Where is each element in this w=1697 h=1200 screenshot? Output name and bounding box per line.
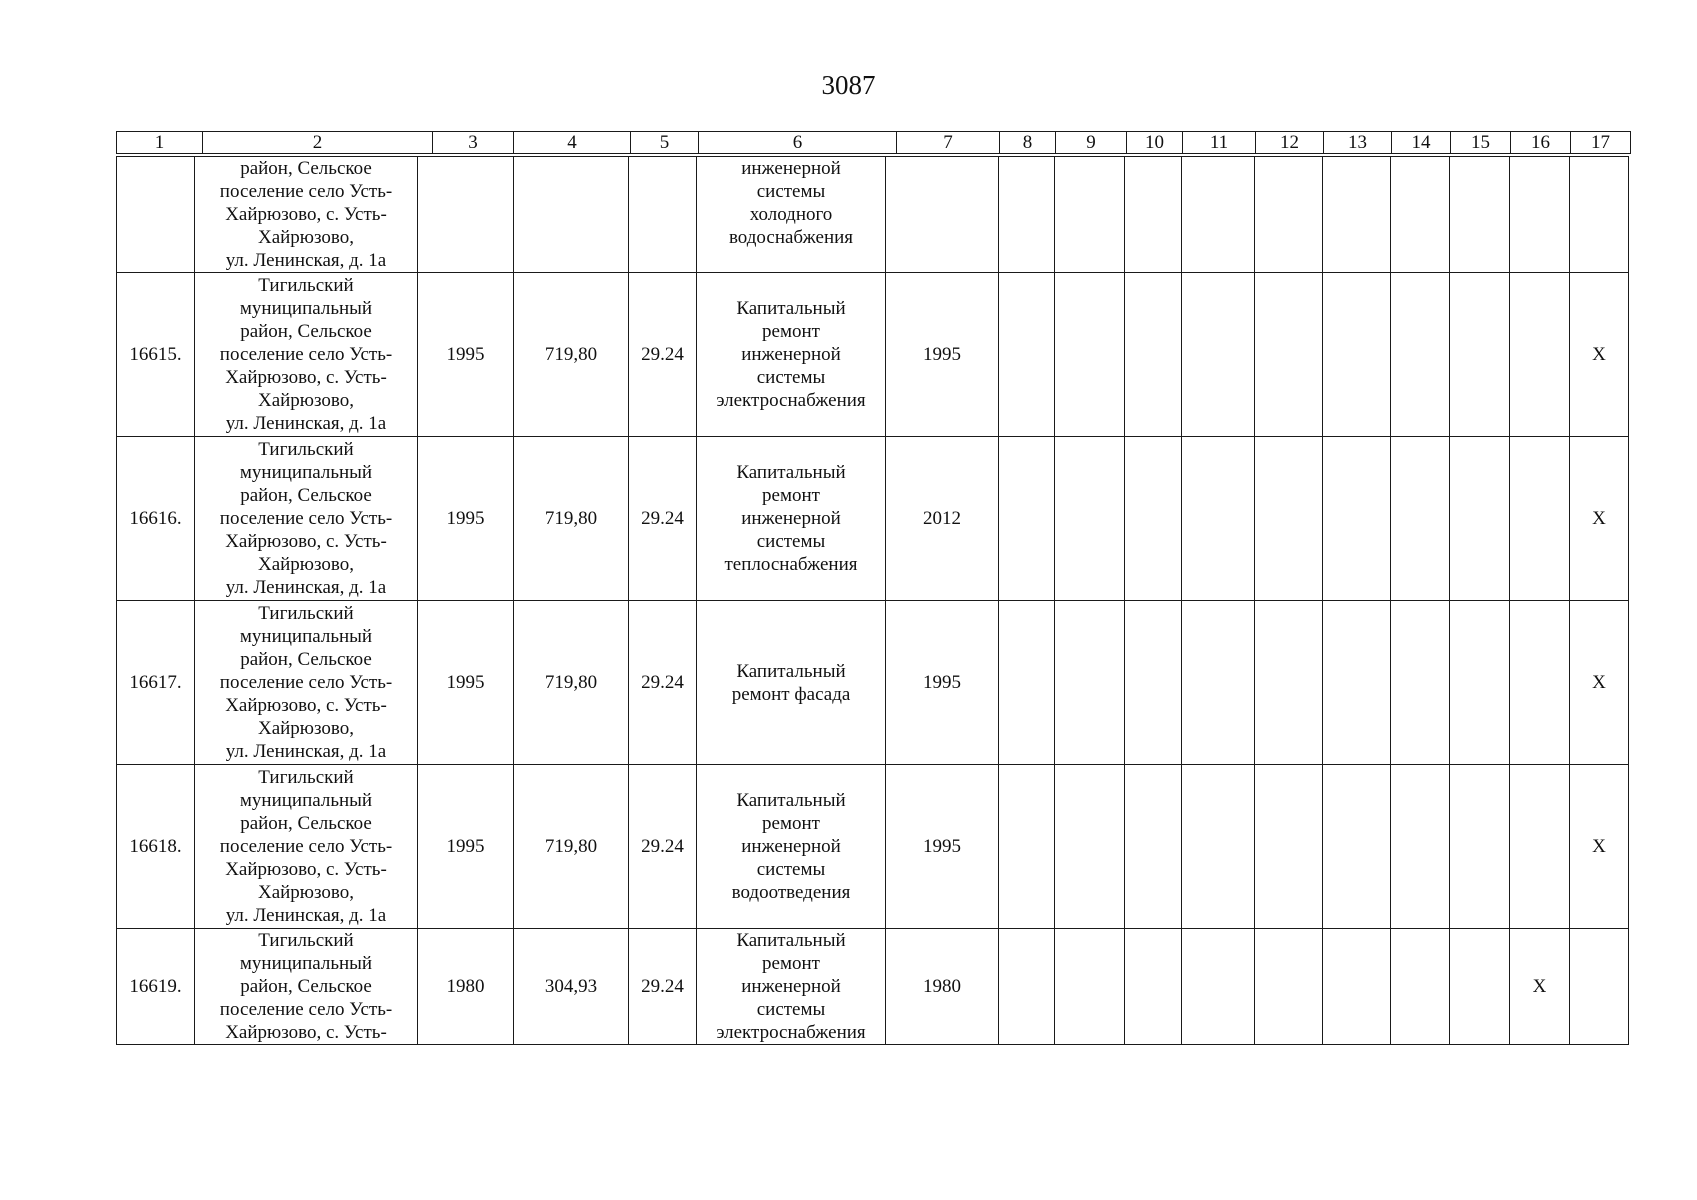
work-cell	[697, 157, 886, 273]
build-year: 1995	[418, 437, 514, 601]
build-year: 1980	[418, 929, 514, 1045]
work-text: Капитальный ремонт инженерной системы водоотведения	[731, 790, 851, 903]
build-year	[418, 157, 514, 273]
empty-cell	[1450, 157, 1510, 273]
area-value: 719,80	[514, 273, 629, 437]
mark-col17	[1570, 157, 1629, 273]
empty-cell	[1055, 273, 1125, 437]
empty-cell	[1391, 437, 1450, 601]
work-year: 1980	[886, 929, 999, 1045]
work-year: 1995	[886, 601, 999, 765]
area-value: 719,80	[514, 765, 629, 929]
empty-cell	[1323, 437, 1391, 601]
empty-cell	[1182, 273, 1255, 437]
empty-cell	[999, 273, 1055, 437]
empty-cell	[1182, 929, 1255, 1045]
empty-cell	[1182, 765, 1255, 929]
column-header: 5	[631, 132, 699, 154]
empty-cell	[1450, 601, 1510, 765]
column-header: 15	[1451, 132, 1511, 154]
address-cell	[195, 601, 418, 765]
column-header: 4	[514, 132, 631, 154]
work-year: 2012	[886, 437, 999, 601]
mark-col16	[1510, 601, 1570, 765]
address-text: Тигильский муниципальный район, Сельское поселение село Усть- Хайрюзово, с. Усть- Хайрюзово, ул. Ленинская, д. 1а	[219, 275, 393, 434]
column-header-table	[116, 131, 1631, 154]
column-header: 8	[1000, 132, 1056, 154]
empty-cell	[1323, 601, 1391, 765]
empty-cell	[1125, 437, 1182, 601]
code-value: 29.24	[629, 929, 697, 1045]
mark-col16	[1510, 157, 1570, 273]
mark-col17: X	[1570, 273, 1629, 437]
empty-cell	[1125, 601, 1182, 765]
column-header-row	[117, 132, 1631, 154]
row-number: 16619.	[117, 929, 195, 1045]
empty-cell	[1450, 929, 1510, 1045]
area-value: 304,93	[514, 929, 629, 1045]
table-row	[117, 157, 1629, 273]
empty-cell	[1182, 157, 1255, 273]
table-row	[117, 273, 1629, 437]
empty-cell	[1391, 273, 1450, 437]
empty-cell	[1450, 765, 1510, 929]
build-year: 1995	[418, 601, 514, 765]
empty-cell	[1125, 765, 1182, 929]
empty-cell	[1255, 929, 1323, 1045]
empty-cell	[1255, 157, 1323, 273]
work-text: инженерной системы холодного водоснабжения	[728, 158, 854, 248]
build-year: 1995	[418, 765, 514, 929]
empty-cell	[1323, 157, 1391, 273]
code-value: 29.24	[629, 765, 697, 929]
table-row	[117, 437, 1629, 601]
address-text: Тигильский муниципальный район, Сельское поселение село Усть- Хайрюзово, с. Усть- Хайрюзово, ул. Ленинская, д. 1а	[219, 439, 393, 598]
address-cell	[195, 929, 418, 1045]
column-header: 9	[1056, 132, 1127, 154]
mark-col16	[1510, 437, 1570, 601]
empty-cell	[1125, 929, 1182, 1045]
column-header: 13	[1324, 132, 1392, 154]
empty-cell	[999, 157, 1055, 273]
empty-cell	[1323, 929, 1391, 1045]
address-text: Тигильский муниципальный район, Сельское поселение село Усть- Хайрюзово, с. Усть- Хайрюзово, ул. Ленинская, д. 1а	[219, 767, 393, 926]
work-cell	[697, 601, 886, 765]
work-text: Капитальный ремонт фасада	[731, 660, 851, 705]
empty-cell	[1391, 601, 1450, 765]
address-cell	[195, 437, 418, 601]
empty-cell	[999, 765, 1055, 929]
empty-cell	[1055, 929, 1125, 1045]
area-value: 719,80	[514, 601, 629, 765]
empty-cell	[1391, 157, 1450, 273]
empty-cell	[1055, 157, 1125, 273]
mark-col16	[1510, 273, 1570, 437]
address-text: Тигильский муниципальный район, Сельское поселение село Усть- Хайрюзово, с. Усть-	[219, 930, 393, 1043]
table-row	[117, 765, 1629, 929]
work-text: Капитальный ремонт инженерной системы электроснабжения	[716, 298, 866, 411]
row-number: 16618.	[117, 765, 195, 929]
empty-cell	[1323, 273, 1391, 437]
address-cell	[195, 765, 418, 929]
table-row	[117, 929, 1629, 1045]
column-header: 11	[1183, 132, 1256, 154]
mark-col17: X	[1570, 437, 1629, 601]
work-year	[886, 157, 999, 273]
empty-cell	[1255, 437, 1323, 601]
mark-col17	[1570, 929, 1629, 1045]
column-header: 16	[1511, 132, 1571, 154]
code-value: 29.24	[629, 601, 697, 765]
work-cell	[697, 929, 886, 1045]
empty-cell	[999, 437, 1055, 601]
address-cell	[195, 157, 418, 273]
mark-col17: X	[1570, 601, 1629, 765]
address-cell	[195, 273, 418, 437]
address-text: район, Сельское поселение село Усть- Хайрюзово, с. Усть- Хайрюзово, ул. Ленинская, д. 1а	[219, 158, 393, 271]
address-text: Тигильский муниципальный район, Сельское поселение село Усть- Хайрюзово, с. Усть- Хайрюзово, ул. Ленинская, д. 1а	[219, 603, 393, 762]
empty-cell	[1323, 765, 1391, 929]
build-year: 1995	[418, 273, 514, 437]
page-number: 3087	[821, 70, 876, 100]
column-header: 17	[1571, 132, 1631, 154]
mark-col16: X	[1510, 929, 1570, 1045]
work-year: 1995	[886, 765, 999, 929]
empty-cell	[999, 929, 1055, 1045]
empty-cell	[1125, 273, 1182, 437]
column-header: 6	[699, 132, 897, 154]
work-cell	[697, 765, 886, 929]
empty-cell	[1450, 437, 1510, 601]
empty-cell	[1255, 601, 1323, 765]
column-header: 10	[1127, 132, 1183, 154]
column-header: 14	[1392, 132, 1451, 154]
empty-cell	[1182, 437, 1255, 601]
code-value	[629, 157, 697, 273]
register-table	[116, 156, 1629, 1045]
work-cell	[697, 273, 886, 437]
column-header: 12	[1256, 132, 1324, 154]
empty-cell	[1450, 273, 1510, 437]
column-header: 7	[897, 132, 1000, 154]
empty-cell	[1125, 157, 1182, 273]
mark-col17: X	[1570, 765, 1629, 929]
empty-cell	[1255, 273, 1323, 437]
work-cell	[697, 437, 886, 601]
mark-col16	[1510, 765, 1570, 929]
work-text: Капитальный ремонт инженерной системы теплоснабжения	[724, 462, 858, 575]
area-value	[514, 157, 629, 273]
table-row	[117, 601, 1629, 765]
empty-cell	[999, 601, 1055, 765]
empty-cell	[1391, 765, 1450, 929]
code-value: 29.24	[629, 437, 697, 601]
work-year: 1995	[886, 273, 999, 437]
empty-cell	[1055, 765, 1125, 929]
empty-cell	[1391, 929, 1450, 1045]
column-header: 2	[203, 132, 433, 154]
row-number: 16615.	[117, 273, 195, 437]
row-number: 16617.	[117, 601, 195, 765]
code-value: 29.24	[629, 273, 697, 437]
empty-cell	[1182, 601, 1255, 765]
work-text: Капитальный ремонт инженерной системы электроснабжения	[716, 930, 866, 1043]
empty-cell	[1255, 765, 1323, 929]
row-number: 16616.	[117, 437, 195, 601]
empty-cell	[1055, 601, 1125, 765]
empty-cell	[1055, 437, 1125, 601]
area-value: 719,80	[514, 437, 629, 601]
row-number	[117, 157, 195, 273]
column-header: 3	[433, 132, 514, 154]
column-header: 1	[117, 132, 203, 154]
